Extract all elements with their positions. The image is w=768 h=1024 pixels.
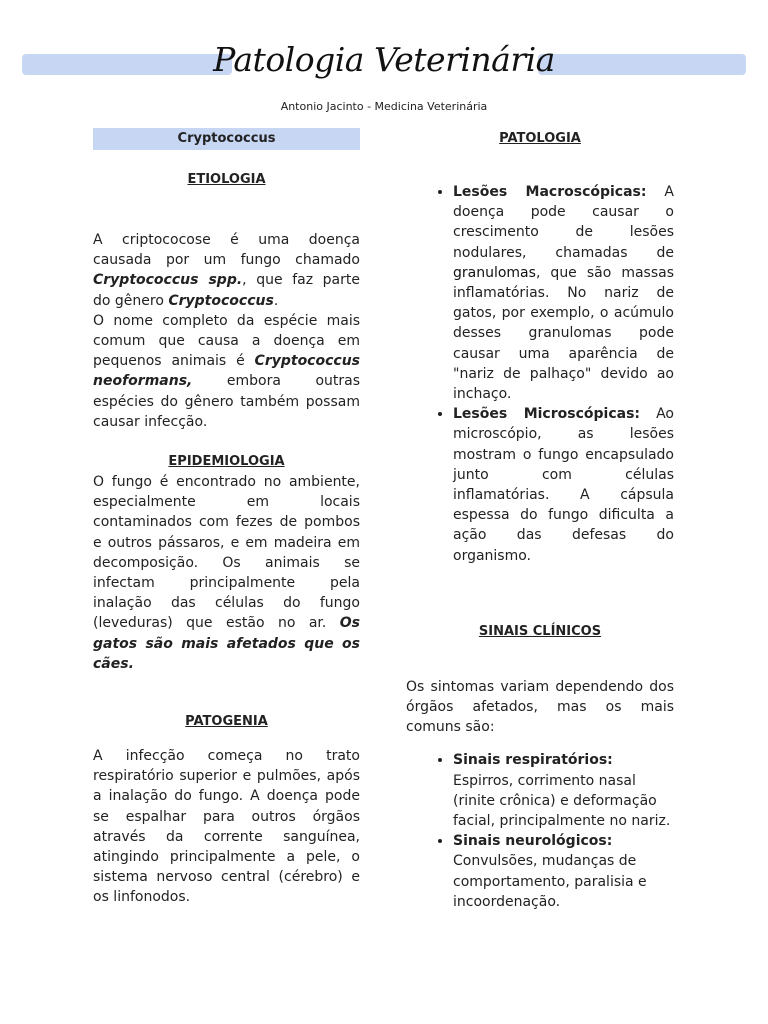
section-heading-epidemiologia: EPIDEMIOLOGIA xyxy=(168,454,285,470)
section-heading-patogenia: PATOGENIA xyxy=(185,714,268,730)
section-heading-etiologia: ETIOLOGIA xyxy=(187,172,266,187)
right-column xyxy=(406,128,674,912)
left-column xyxy=(93,128,360,908)
epidemiologia-paragraph: O fungo é encontrado no ambiente, especialmente em locais contaminados com fezes de pombos e outros pássaros, e em madeira em decomposição. Os animais se infectam principalmente pela inalação das células do fungo (leveduras) que estão no ar. Os gatos são mais afetados que os cães. xyxy=(93,474,360,672)
list-item: • Lesões Microscópicas: Ao microscópio, as lesões mostram o fungo encapsulado junto com células inflamatórias. A cápsula espessa do fungo dificulta a ação das defesas do organismo. xyxy=(453,404,674,566)
sinais-intro-paragraph: Os sintomas variam dependendo dos órgãos afetados, mas os mais comuns são: xyxy=(406,678,674,736)
section-heading-sinais-clinicos: SINAIS CLÍNICOS xyxy=(478,623,602,639)
etiologia-paragraph-1: A criptococose é uma doença causada por um fungo chamado Cryptococcus spp., que faz parte do gênero Cryptococcus. xyxy=(93,232,360,309)
topic-label-box: Cryptococcus xyxy=(93,128,360,150)
patologia-list xyxy=(406,182,674,566)
sinais-list xyxy=(406,750,674,912)
list-item: • Sinais neurológicos: Convulsões, mudanças de comportamento, paralisia e incoordenação. xyxy=(453,831,674,912)
etiologia-paragraph-2: O nome completo da espécie mais comum que causa a doença em pequenos animais é Cryptococcus neoformans, embora outras espécies do gênero também possam causar infecção. xyxy=(93,312,360,430)
list-item: • Sinais respiratórios: Espirros, corrimento nasal (rinite crônica) e deformação facial, principalmente no nariz. xyxy=(453,750,674,831)
page-subtitle: Antonio Jacinto - Medicina Veterinária xyxy=(280,100,488,113)
section-heading-patologia: PATOLOGIA xyxy=(499,131,581,146)
list-item: • Lesões Macroscópicas: A doença pode causar o crescimento de lesões nodulares, chamadas de granulomas, que são massas inflamatórias. No nariz de gatos, por exemplo, o acúmulo desses granulomas pode causar uma aparência de "nariz de palhaço" devido ao inchaço. xyxy=(453,182,674,404)
page-title: Patologia Veterinária xyxy=(213,40,555,79)
patogenia-paragraph: A infecção começa no trato respiratório superior e pulmões, após a inalação do fungo. A doença pode se espalhar para outros órgãos através da corrente sanguínea, atingindo principalmente a pele, o sistema nervoso central (cérebro) e os linfonodos. xyxy=(93,748,360,906)
